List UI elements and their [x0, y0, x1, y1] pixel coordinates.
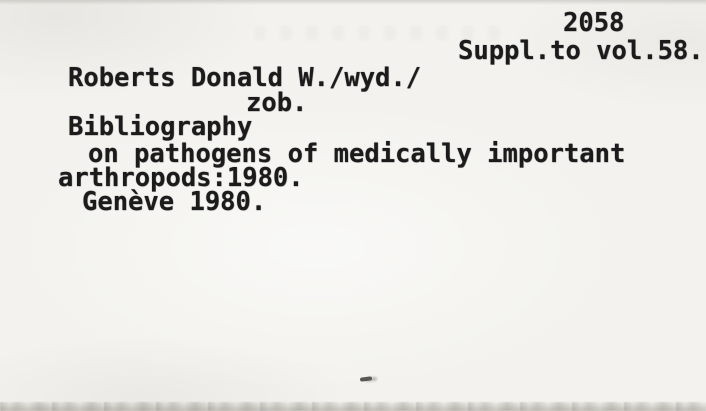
bottom-edge-shading [0, 402, 706, 411]
top-edge-shading [0, 0, 706, 5]
title-continuation-line: on pathogens of medically important [88, 139, 626, 169]
catalog-number: 2058 [563, 8, 625, 38]
ink-smudge [360, 376, 372, 381]
title-line: Bibliography [68, 112, 253, 142]
author-line: Roberts Donald W./wyd./ [68, 63, 422, 93]
cross-reference-line: zob. [246, 88, 308, 118]
publication-line: Genève 1980. [82, 187, 267, 217]
supplement-note: Suppl.to vol.58. [458, 36, 704, 66]
subject-year-line: arthropods:1980. [58, 163, 304, 193]
